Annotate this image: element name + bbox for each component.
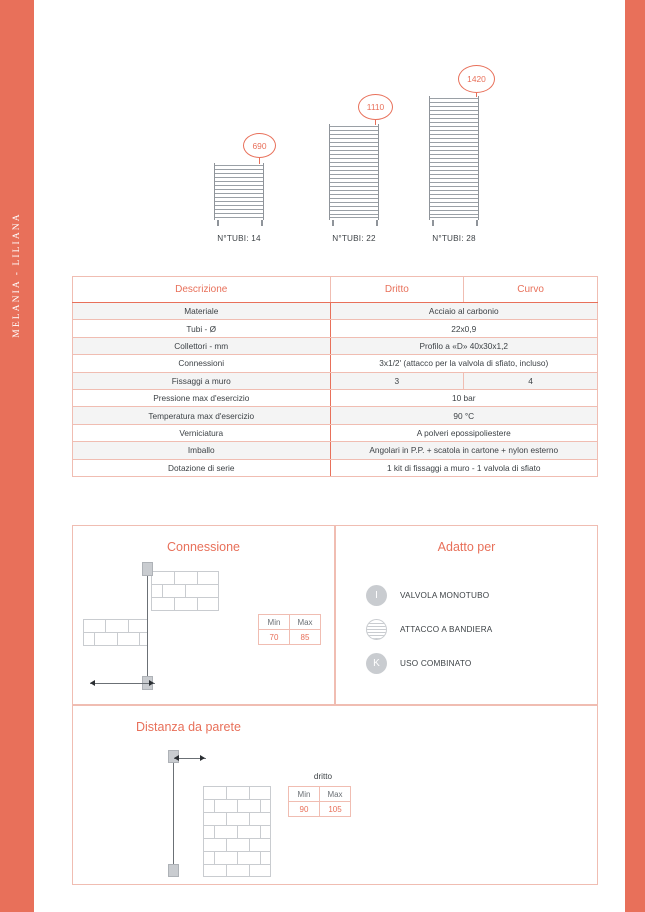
combined-use-icon [366, 653, 387, 674]
table-row [73, 442, 598, 459]
radiator-tubes-label-1420: N°TUBI: 28 [432, 234, 476, 243]
row-label: Temperatura max d'esercizio [73, 407, 331, 424]
radiator-tubes-label-1110: N°TUBI: 22 [332, 234, 376, 243]
dimension-line [90, 683, 155, 684]
row-value: 22x0,9 [330, 320, 598, 337]
table-row [73, 337, 598, 354]
row-label: Materiale [73, 303, 331, 320]
vertical-product-title [0, 0, 34, 912]
row-label: Fissaggi a muro [73, 372, 331, 389]
minmax-value-max: 85 [290, 630, 321, 645]
table-row [73, 459, 598, 476]
panel-connessione-title: Connessione [167, 540, 240, 554]
adatto-item-label: USO COMBINATO [400, 658, 472, 668]
radiator-body-1110 [329, 124, 379, 220]
row-value: 3x1/2' (attacco per la valvola di sfiato, incluso) [330, 355, 598, 372]
table-row [73, 424, 598, 441]
connessione-minmax-table [258, 614, 321, 645]
adatto-item-attacco-bandiera [366, 612, 492, 646]
row-value: Angolari in P.P. + scatola in cartone + nylon esterno [330, 442, 598, 459]
row-label: Imballo [73, 442, 331, 459]
adatto-items-list [366, 578, 492, 680]
radiator-illustrations [34, 0, 625, 260]
minmax-header-min: Min [259, 615, 290, 630]
table-header-row [73, 277, 598, 303]
minmax-header-max: Max [290, 615, 321, 630]
radiator-height-label-690: 690 [252, 140, 267, 151]
valve-top-icon [142, 562, 153, 576]
minmax-header-max: Max [320, 787, 351, 802]
panel-adatto-per [335, 525, 598, 705]
minmax-value-min: 70 [259, 630, 290, 645]
table-row [73, 355, 598, 372]
radiator-profile-line [173, 761, 174, 866]
radiator-height-label-1110: 1110 [366, 102, 385, 112]
row-label: Verniciatura [73, 424, 331, 441]
radiator-height-bubble-1110 [358, 94, 393, 120]
adatto-item-valvola-monotubo [366, 578, 492, 612]
row-label: Collettori - mm [73, 337, 331, 354]
row-value: Profilo a «D» 40x30x1,2 [330, 337, 598, 354]
table-row [73, 303, 598, 320]
table-row [73, 407, 598, 424]
radiator-body-690 [214, 163, 264, 220]
vertical-product-title-text: MELANIA - LILIANA [12, 212, 22, 338]
page-content [34, 0, 625, 912]
panel-adatto-title: Adatto per [437, 540, 496, 554]
adatto-item-uso-combinato [366, 646, 492, 680]
radiator-height-bubble-690 [243, 133, 276, 158]
row-label: Connessioni [73, 355, 331, 372]
row-value-curvo: 4 [464, 372, 598, 389]
radiator-body-1420 [429, 96, 479, 220]
row-value: 1 kit di fissaggi a muro - 1 valvola di sfiato [330, 459, 598, 476]
row-value: 90 °C [330, 407, 598, 424]
adatto-item-label: ATTACCO A BANDIERA [400, 624, 493, 634]
row-value: 10 bar [330, 389, 598, 406]
panel-distanza-title: Distanza da parete [136, 720, 241, 734]
header-descrizione: Descrizione [73, 277, 331, 303]
row-value: Acciaio al carbonio [330, 303, 598, 320]
combined-use-glyph: K [373, 657, 380, 669]
radiator-height-label-1420: 1420 [467, 74, 486, 84]
table-row [73, 389, 598, 406]
radiator-height-bubble-1420 [458, 65, 495, 93]
flag-connection-icon [366, 619, 387, 640]
table-row [73, 372, 598, 389]
adatto-item-label: VALVOLA MONOTUBO [400, 590, 490, 600]
table-row [73, 320, 598, 337]
distanza-table-caption: dritto [313, 772, 333, 781]
minmax-value-min: 90 [289, 802, 320, 817]
right-accent-bar [625, 0, 645, 912]
panel-distanza-da-parete [72, 705, 598, 885]
minmax-header-min: Min [289, 787, 320, 802]
row-label: Tubi - Ø [73, 320, 331, 337]
minmax-value-max: 105 [320, 802, 351, 817]
row-value: A polveri epossipoliestere [330, 424, 598, 441]
row-value-dritto: 3 [330, 372, 464, 389]
header-curvo: Curvo [464, 277, 598, 303]
valve-monotube-glyph: I [375, 589, 378, 601]
radiator-tubes-label-690: N°TUBI: 14 [217, 234, 261, 243]
valve-monotube-icon [366, 585, 387, 606]
row-label: Dotazione di serie [73, 459, 331, 476]
pipe-vertical [147, 574, 148, 686]
panel-connessione [72, 525, 335, 705]
row-label: Pressione max d'esercizio [73, 389, 331, 406]
distanza-minmax-table [288, 786, 351, 817]
specifications-table [72, 276, 598, 477]
valve-bottom-icon [168, 864, 179, 877]
header-dritto: Dritto [330, 277, 464, 303]
